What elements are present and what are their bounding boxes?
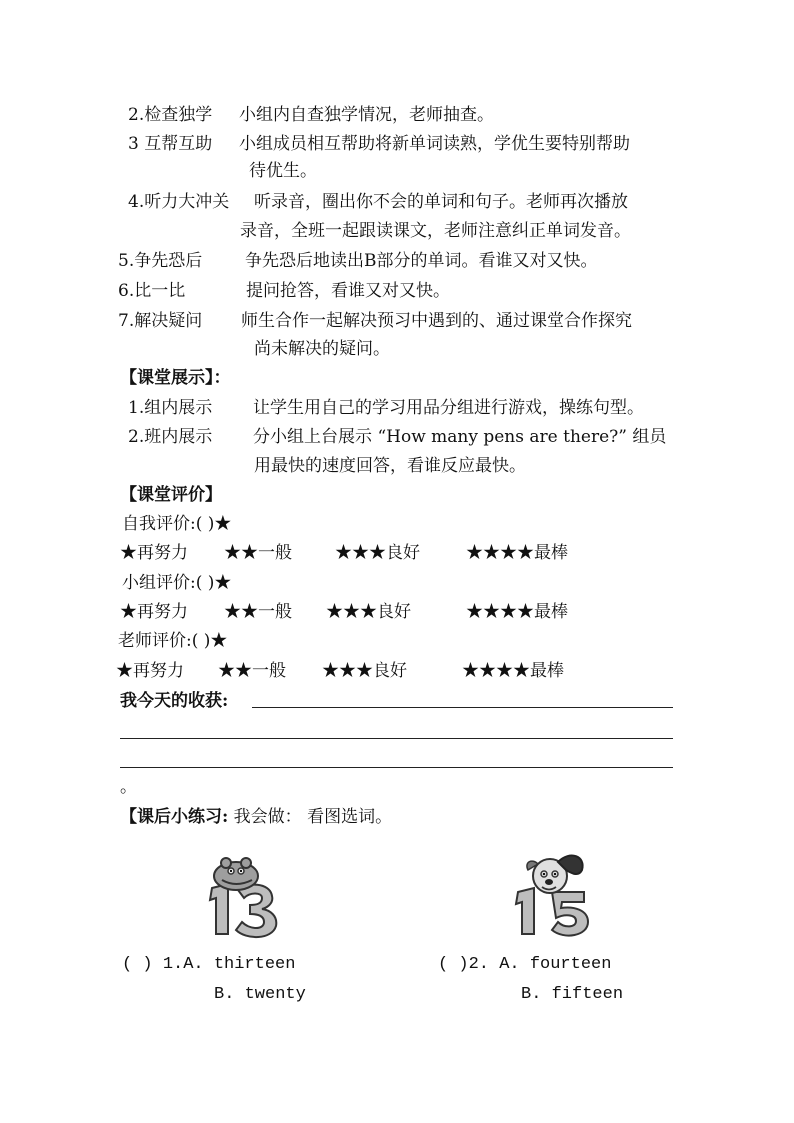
self-eval-level-1: ★再努力 (120, 543, 188, 563)
teacher-eval-label: 老师评价:( )★ (118, 631, 228, 651)
display-desc: 分小组上台展示 “How many pens are there?” 组员 (253, 427, 667, 447)
display-heading: 【课堂展示】： (120, 368, 231, 388)
harvest-label: 我今天的收获: (120, 691, 229, 711)
teacher-eval-level-3: ★★★良好 (322, 661, 407, 681)
exercise-instruction: 我会做： 看图选词。 (228, 807, 393, 827)
answer-blank-1[interactable]: ( ) (122, 955, 153, 974)
teacher-eval-level-4: ★★★★最棒 (462, 661, 564, 681)
answer-blank-2[interactable]: ( ) (438, 955, 469, 974)
display-item-2 (128, 426, 666, 448)
group-eval-level-2: ★★一般 (224, 602, 292, 622)
self-eval-level-3: ★★★良好 (335, 543, 420, 563)
display-item-1 (128, 397, 644, 419)
dog-fifteen-icon (508, 848, 596, 940)
display-desc: 让学生用自己的学习用品分组进行游戏，操练句型。 (253, 398, 645, 418)
harvest-line-3[interactable] (120, 767, 673, 768)
step-desc: 小组内自查独学情况，老师抽查。 (239, 105, 495, 125)
step-desc: 争先恐后地读出B部分的单词。看谁又对又快。 (245, 251, 598, 271)
step-3-cont: 待优生。 (249, 161, 317, 181)
step-number: 3 互帮互助 (128, 134, 213, 154)
self-eval-label: 自我评价:( )★ (122, 514, 232, 534)
group-eval-level-4: ★★★★最棒 (466, 602, 568, 622)
step-desc: 提问抢答，看谁又对又快。 (246, 281, 451, 301)
question-1 (122, 954, 295, 976)
step-4 (128, 191, 628, 213)
step-number: 2.检查独学 (128, 105, 213, 125)
hippo-thirteen-icon (198, 854, 286, 940)
self-eval-level-2: ★★一般 (224, 543, 292, 563)
step-7 (118, 310, 632, 332)
question-number-2: 2. (468, 955, 490, 974)
option-2a[interactable]: A. fourteen (499, 955, 612, 974)
display-item-2-cont: 用最快的速度回答，看谁反应最快。 (254, 456, 526, 476)
step-desc: 师生合作一起解决预习中遇到的、通过课堂合作探究 (241, 311, 633, 331)
step-3 (128, 133, 630, 155)
group-eval-level-1: ★再努力 (120, 602, 188, 622)
step-number: 6.比一比 (118, 281, 186, 301)
step-desc: 听录音，圈出你不会的单词和句子。老师再次播放 (254, 192, 629, 212)
question-2 (438, 954, 611, 976)
option-1a[interactable]: A. thirteen (183, 955, 296, 974)
group-eval-level-3: ★★★良好 (326, 602, 411, 622)
exercise-header (120, 806, 392, 828)
group-eval-label: 小组评价:( )★ (122, 573, 232, 593)
evaluation-heading: 【课堂评价】 (120, 485, 222, 505)
harvest-line-2[interactable] (120, 738, 673, 739)
option-1b[interactable]: B. twenty (214, 985, 306, 1004)
display-number: 2.班内展示 (128, 427, 213, 447)
harvest-end-mark: 。 (120, 777, 137, 797)
step-number: 5.争先恐后 (118, 251, 203, 271)
option-2b[interactable]: B. fifteen (521, 985, 624, 1004)
step-desc: 小组成员相互帮助将新单词读熟，学优生要特别帮助 (239, 134, 631, 154)
step-5 (118, 250, 598, 272)
harvest-line-1[interactable] (252, 707, 673, 708)
step-7-cont: 尚未解决的疑问。 (254, 339, 390, 359)
step-6 (118, 280, 450, 302)
display-number: 1.组内展示 (128, 398, 213, 418)
self-eval-level-4: ★★★★最棒 (466, 543, 568, 563)
step-4-cont: 录音，全班一起跟读课文，老师注意纠正单词发音。 (240, 221, 631, 241)
teacher-eval-level-2: ★★一般 (218, 661, 286, 681)
step-number: 4.听力大冲关 (128, 192, 230, 212)
question-number-1: 1. (162, 955, 184, 974)
step-2 (128, 104, 494, 126)
exercise-heading: 【课后小练习: (120, 807, 229, 827)
step-number: 7.解决疑问 (118, 311, 203, 331)
teacher-eval-level-1: ★再努力 (116, 661, 184, 681)
